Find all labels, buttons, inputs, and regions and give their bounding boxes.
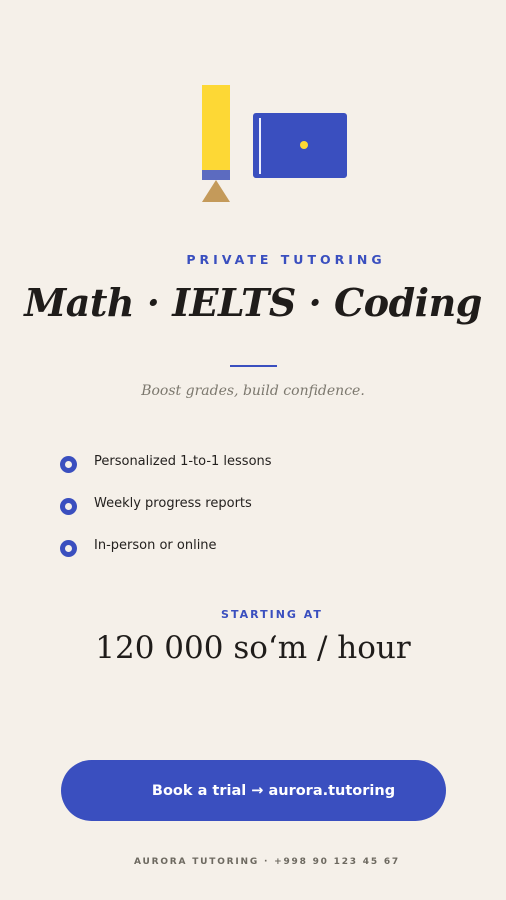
pencil-tip xyxy=(202,180,230,202)
feature-item xyxy=(60,440,272,482)
hero-illustration xyxy=(0,0,506,210)
divider xyxy=(230,365,277,367)
notebook-icon xyxy=(253,113,347,178)
feature-item xyxy=(60,524,272,566)
bullet-icon xyxy=(60,498,77,515)
price-value: 120 000 soʻm / hour xyxy=(95,630,411,666)
headline: Math · IELTS · Coding xyxy=(24,280,482,325)
bullet-icon xyxy=(60,540,77,557)
pencil-body xyxy=(202,85,230,170)
notebook-spine xyxy=(259,118,261,174)
book-trial-button[interactable]: Book a trial → aurora.tutoring xyxy=(61,760,446,821)
footer-contact: AURORA TUTORING · +998 90 123 45 67 xyxy=(134,857,400,867)
price-label: STARTING AT xyxy=(221,608,323,621)
eyebrow-label: PRIVATE TUTORING xyxy=(186,252,386,267)
pencil-band xyxy=(202,170,230,180)
tagline: Boost grades, build confidence. xyxy=(141,383,365,399)
feature-label: Weekly progress reports xyxy=(94,495,252,511)
feature-label: In-person or online xyxy=(94,537,217,553)
feature-label: Personalized 1-to-1 lessons xyxy=(94,453,272,469)
notebook-dot xyxy=(300,141,308,149)
feature-item xyxy=(60,482,272,524)
bullet-icon xyxy=(60,456,77,473)
feature-list xyxy=(60,440,272,566)
